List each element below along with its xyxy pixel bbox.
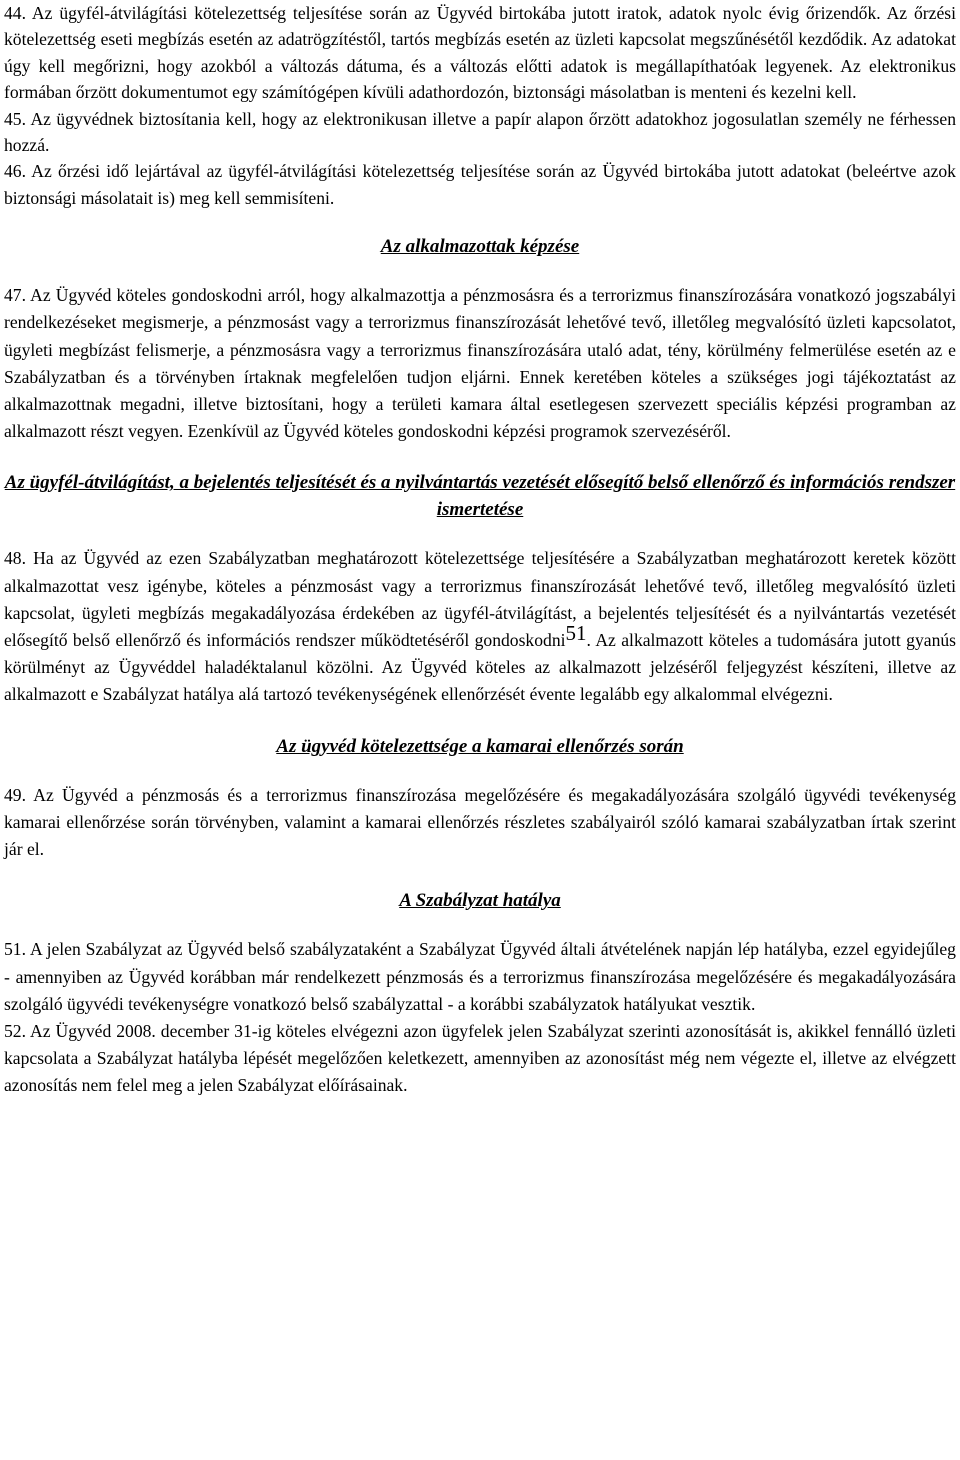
footnote-marker: 51 bbox=[565, 621, 587, 646]
paragraph-46 bbox=[4, 158, 956, 211]
document-page bbox=[4, 0, 956, 1100]
paragraph-text-continued: . Az alkalmazott köteles a tudomására jutott gyanús körülményt az Ügyvéddel haladéktalanul közölni. Az Ügyvéd köteles az alkalmazott jelzéséről feljegyzést készíteni, illetve az alkalmazott e Szabályzat hatálya alá tartozó tevékenységének ellenőrzését évente legalább egy alkalommal elvégezni. bbox=[4, 630, 957, 705]
paragraph-text: Az Ügyvéd köteles gondoskodni arról, hogy alkalmazottja a pénzmosásra és a terrorizmus finanszírozására vonatkozó jogszabályi rendelkezéseket megismerje, a pénzmosást vagy a terrorizmus finanszírozását lehetővé tevő, illetőleg megvalósító üzleti kapcsolatot, ügyleti megbízást felismerje, a pénzmosásra vagy a terrorizmus finanszírozására utaló adat, tény, körülmény felmerülése esetén az e Szabályzatban és a törvényben írtaknak megfelelően tudjon eljárni. Ennek keretében köteles a szükséges jogi tájékoztatást az alkalmazottnak megadni, illetve biztosítani, hogy a területi kamara által esetlegesen szervezett speciális képzési programban az alkalmazott részt vegyen. Ezenkívül az Ügyvéd köteles gondoskodni képzési programok szervezéséről. bbox=[4, 285, 956, 442]
paragraph-text: Az Ügyvéd a pénzmosás és a terrorizmus finanszírozása megelőzésére és megakadályozására szolgáló ügyvédi tevékenység kamarai ellenőrzése során törvényben, valamint a kamarai ellenőrzés részletes szabályairól szóló kamarai szabályzatban írtak szerint jár el. bbox=[4, 784, 956, 860]
paragraph-text: A jelen Szabályzat az Ügyvéd belső szabályzataként a Szabályzat Ügyvéd általi átvételének napján lép hatályba, ezzel egyidejűleg - amennyiben az Ügyvéd korábban már rendelkezett pénzmosás és a terrorizmus finanszírozása megelőzésére és megakadályozására szolgáló ügyvédi tevékenységre vonatkozó belső szabályzattal - a korábbi szabályzatok hatályukat vesztik. bbox=[4, 939, 956, 1014]
paragraph-number: 47. bbox=[4, 285, 26, 306]
paragraph-52 bbox=[4, 1018, 956, 1100]
paragraph-48 bbox=[4, 545, 956, 708]
paragraph-number: 48. bbox=[4, 548, 26, 569]
paragraph-47 bbox=[4, 282, 956, 445]
paragraph-text: Az őrzési idő lejártával az ügyfél-átvilágítási kötelezettség teljesítése során az Ügyvéd birtokába jutott adatokat (beleértve azok biztonsági másolatait is) meg kell semmisíteni. bbox=[4, 161, 956, 208]
paragraph-text: Ha az Ügyvéd az ezen Szabályzatban meghatározott kötelezettsége teljesítésére a Szabályzatban meghatározott keretek között alkalmazottat vesz igénybe, köteles a pénzmosást vagy a terrorizmus finanszírozását lehetővé tevő, illetőleg megvalósító üzleti kapcsolat, ügyleti megbízás megakadályozása érdekében az ügyfél-átvilágítást, a bejelentés teljesítését és a nyilvántartás vezetését elősegítő belső ellenőrző és információs rendszer működtetéséről gondoskodni bbox=[4, 548, 956, 651]
paragraph-number: 44. bbox=[4, 3, 26, 23]
section-heading-chamber-inspection: Az ügyvéd kötelezettsége a kamarai ellenőrzés során bbox=[276, 735, 684, 757]
section-heading-scope: A Szabályzat hatálya bbox=[399, 890, 561, 912]
paragraph-number: 45. bbox=[4, 108, 26, 129]
paragraph-number: 46. bbox=[4, 161, 26, 182]
paragraph-number: 49. bbox=[4, 784, 26, 805]
paragraph-number: 52. bbox=[4, 1020, 26, 1041]
paragraph-text: Az Ügyvéd 2008. december 31-ig köteles elvégezni azon ügyfelek jelen Szabályzat szerinti azonosítását is, akikkel fennálló üzleti kapcsolata a Szabályzat hatályba lépését megelőzően keletkezett, amennyiben az azonosítást még nem végezte el, illetve az elvégzett azonosítás nem felel meg a jelen Szabályzat előírásainak. bbox=[4, 1020, 956, 1096]
paragraph-45 bbox=[4, 106, 956, 159]
paragraph-text: Az ügyfél-átvilágítási kötelezettség teljesítése során az Ügyvéd birtokába jutott iratok, adatok nyolc évig őrizendők. Az őrzési kötelezettség eseti megbízás esetén az adatrögzítéstől, tartós megbízás esetén az üzleti kapcsolat megszűnésétől kezdődik. Az adatokat úgy kell megőrizni, hogy azokból a változás dátuma, és a változás előtti adatok is megállapíthatóak legyenek. Az elektronikus formában őrzött dokumentumot egy számítógépen kívüli adathordozón, biztonsági másolatban is menteni és kezelni kell. bbox=[4, 3, 956, 103]
paragraph-text: Az ügyvédnek biztosítania kell, hogy az elektronikusan illetve a papír alapon őrzött adatokhoz jogosulatlan személy ne férhessen hozzá. bbox=[4, 108, 956, 156]
paragraph-44 bbox=[4, 0, 956, 106]
section-heading-training: Az alkalmazottak képzése bbox=[380, 236, 580, 258]
section-heading-control-system: Az ügyfél-átvilágítást, a bejelentés teljesítését és a nyilvántartás vezetését elősegítő belső ellenőrző és információs rendszer ismertetése bbox=[4, 472, 956, 521]
paragraph-number: 51. bbox=[4, 939, 26, 960]
paragraph-49 bbox=[4, 782, 956, 864]
paragraph-51 bbox=[4, 936, 956, 1018]
